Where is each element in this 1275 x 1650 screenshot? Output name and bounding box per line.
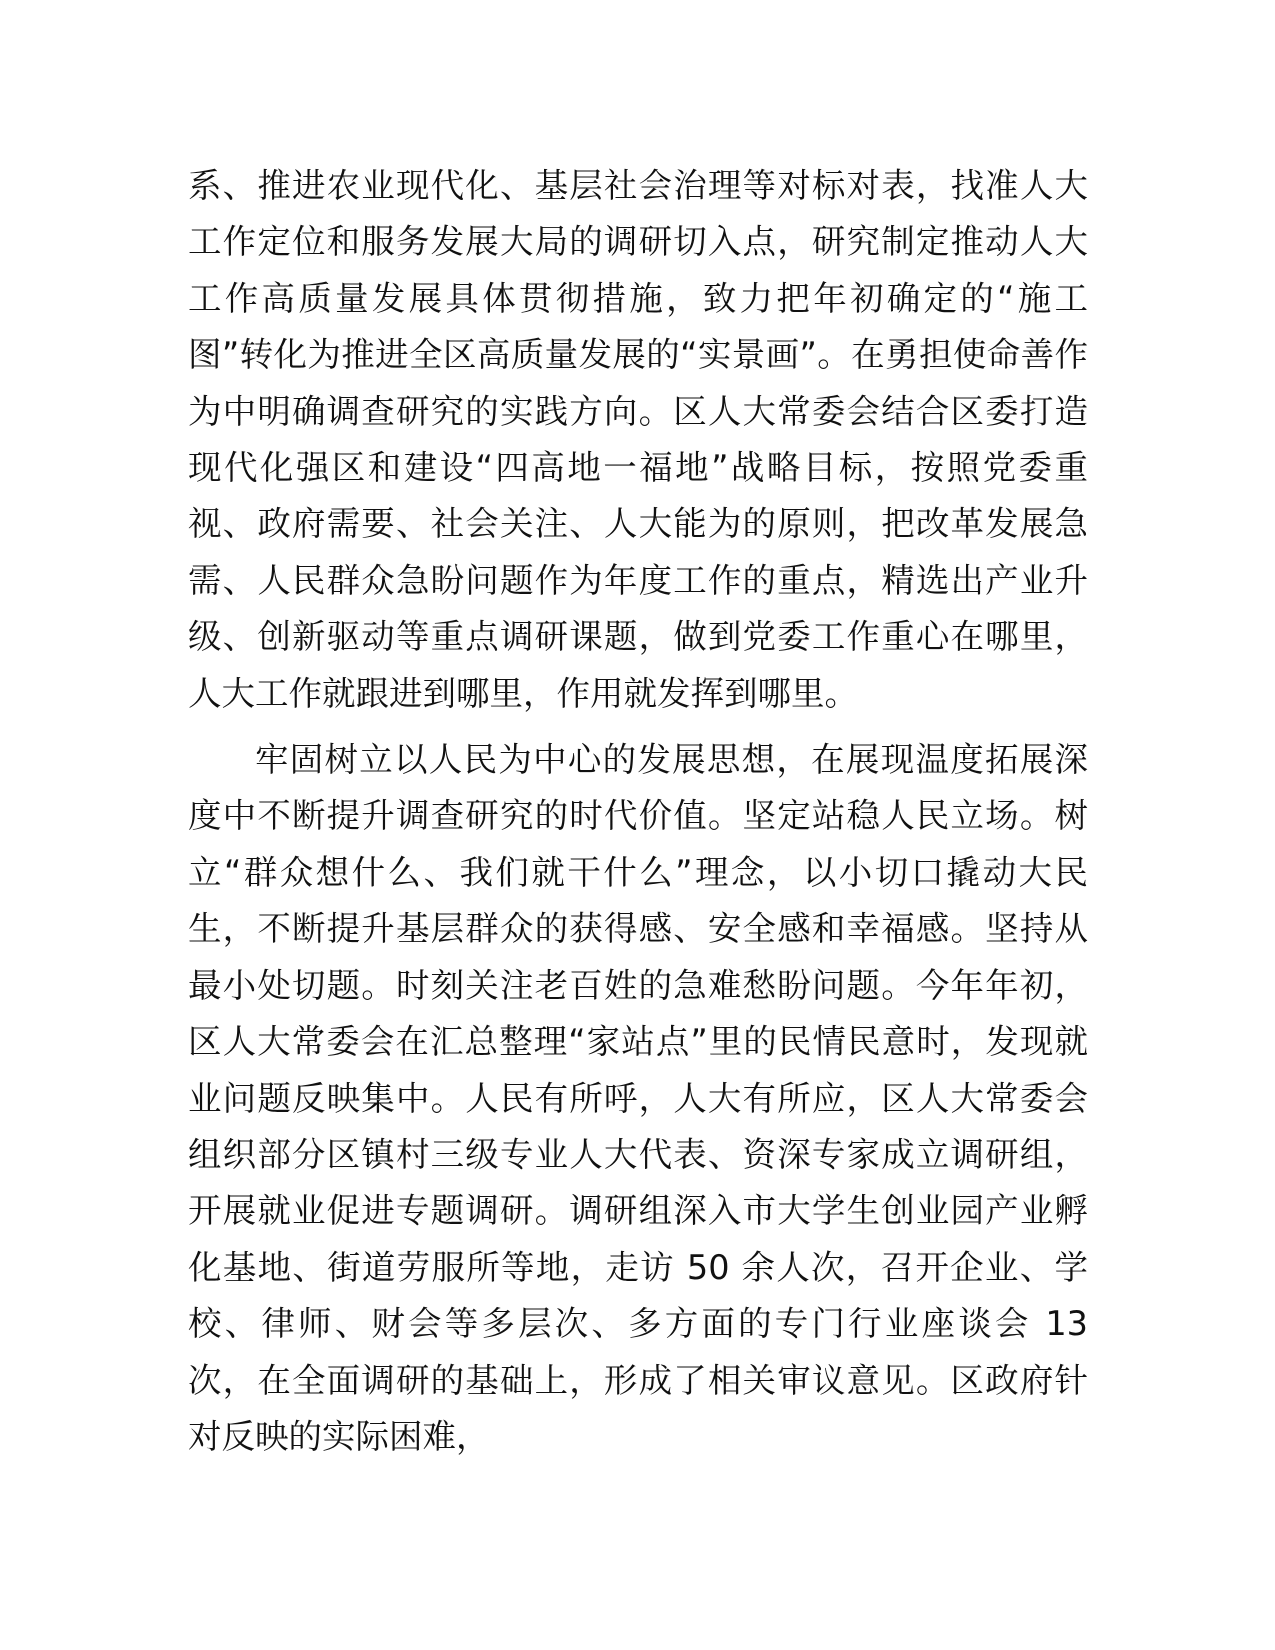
document-body xyxy=(188,158,1088,1465)
paragraph-people-centered: 牢固树立以人民为中心的发展思想，在展现温度拓展深度中不断提升调查研究的时代价值。坚定站稳人民立场。树立“群众想什么、我们就干什么”理念，以小切口撬动大民生，不断提升基层群众的获得感、安全感和幸福感。坚持从最小处切题。时刻关注老百姓的急难愁盼问题。今年年初，区人大常委会在汇总整理“家站点”里的民情民意时，发现就业问题反映集中。人民有所呼，人大有所应，区人大常委会组织部分区镇村三级专业人大代表、资深专家成立调研组，开展就业促进专题调研。调研组深入市大学生创业园产业孵化基地、街道劳服所等地，走访 50 余人次，召开企业、学校、律师、财会等多层次、多方面的专门行业座谈会 13 次，在全面调研的基础上，形成了相关审议意见。区政府针对反映的实际困难， xyxy=(188,740,1088,1456)
paragraph-continuation: 系、推进农业现代化、基层社会治理等对标对表，找准人大工作定位和服务发展大局的调研切入点，研究制定推动人大工作高质量发展具体贯彻措施，致力把年初确定的“施工图”转化为推进全区高质量发展的“实景画”。在勇担使命善作为中明确调查研究的实践方向。区人大常委会结合区委打造现代化强区和建设“四高地一福地”战略目标，按照党委重视、政府需要、社会关注、人大能为的原则，把改革发展急需、人民群众急盼问题作为年度工作的重点，精选出产业升级、创新驱动等重点调研课题，做到党委工作重心在哪里，人大工作就跟进到哪里，作用就发挥到哪里。 xyxy=(188,166,1088,713)
